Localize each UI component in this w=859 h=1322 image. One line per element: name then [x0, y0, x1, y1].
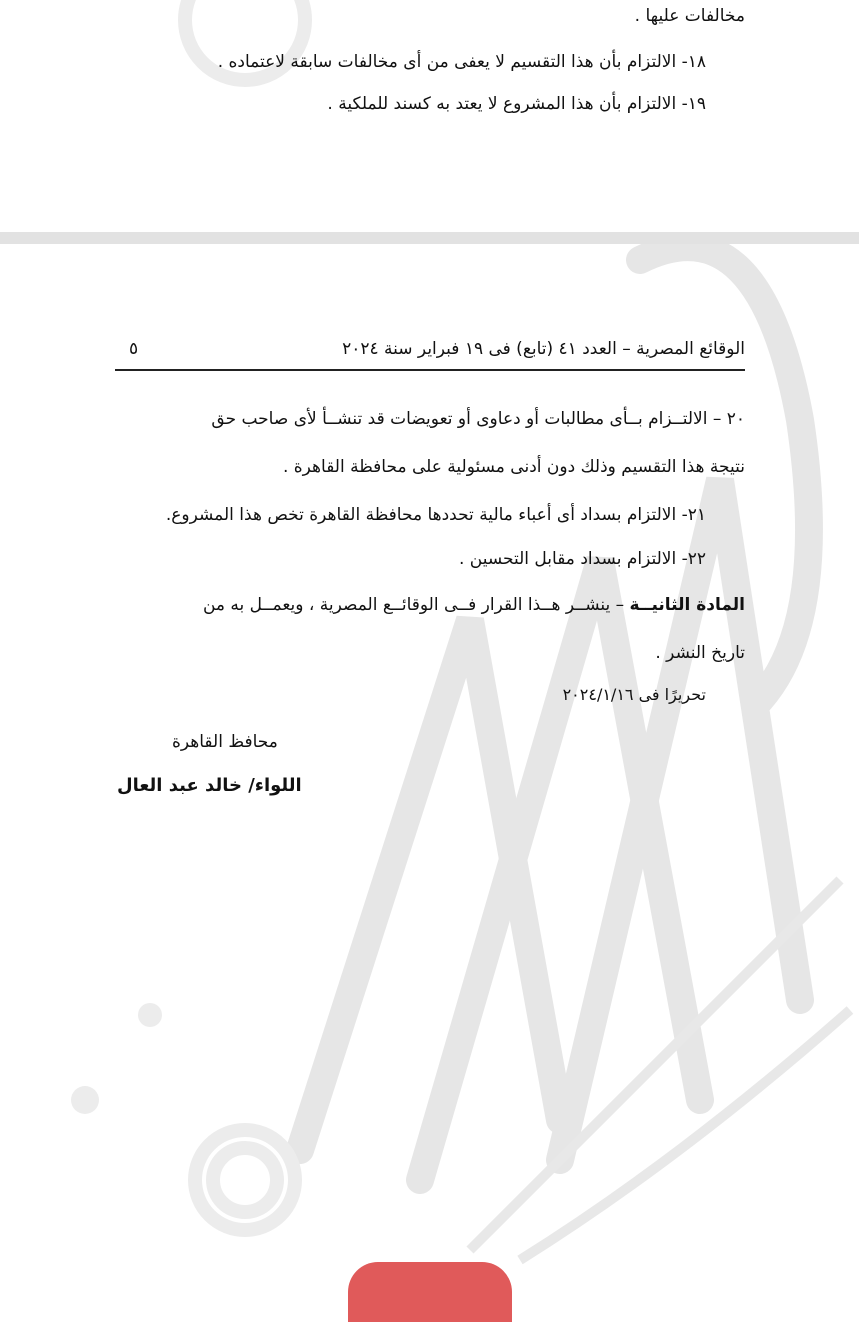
item-20-line-1: ٢٠ – الالتــزام بــأى مطالبات أو دعاوى أو تعويضات قد تنشــأ لأى صاحب حق [211, 409, 745, 429]
header-title: الوقائع المصرية – العدد ٤١ (تابع) فى ١٩ فبراير سنة ٢٠٢٤ [342, 339, 745, 359]
signature-title: محافظ القاهرة [172, 732, 278, 752]
page-number: ٥ [129, 339, 139, 359]
article-two-text: – ينشــر هــذا القرار فــى الوقائــع المصرية ، ويعمــل به من [202, 595, 630, 615]
continuation-line: مخالفات عليها . [634, 6, 745, 26]
item-22: ٢٢- الالتزام بسداد مقابل التحسين . [458, 549, 706, 569]
date-line: تحريرًا فى ٢٠٢٤/١/١٦ [562, 685, 706, 704]
article-two-title: المادة الثانيــة [629, 595, 745, 615]
item-19: ١٩- الالتزام بأن هذا المشروع لا يعتد به كسند للملكية . [327, 94, 706, 114]
signature-name: اللواء/ خالد عبد العال [117, 775, 302, 796]
floating-action-button[interactable] [348, 1262, 512, 1322]
item-18: ١٨- الالتزام بأن هذا التقسيم لا يعفى من أى مخالفات سابقة لاعتماده . [217, 52, 706, 72]
previous-page [0, 0, 859, 232]
item-20-line-2: نتيجة هذا التقسيم وذلك دون أدنى مسئولية على محافظة القاهرة . [282, 457, 745, 477]
article-two-line-2: تاريخ النشر . [655, 643, 745, 663]
item-21: ٢١- الالتزام بسداد أى أعباء مالية تحددها محافظة القاهرة تخص هذا المشروع. [165, 505, 706, 525]
page-separator [0, 232, 859, 244]
current-page [0, 244, 859, 1280]
article-two-line-1 [203, 593, 745, 617]
page-header [115, 339, 745, 371]
